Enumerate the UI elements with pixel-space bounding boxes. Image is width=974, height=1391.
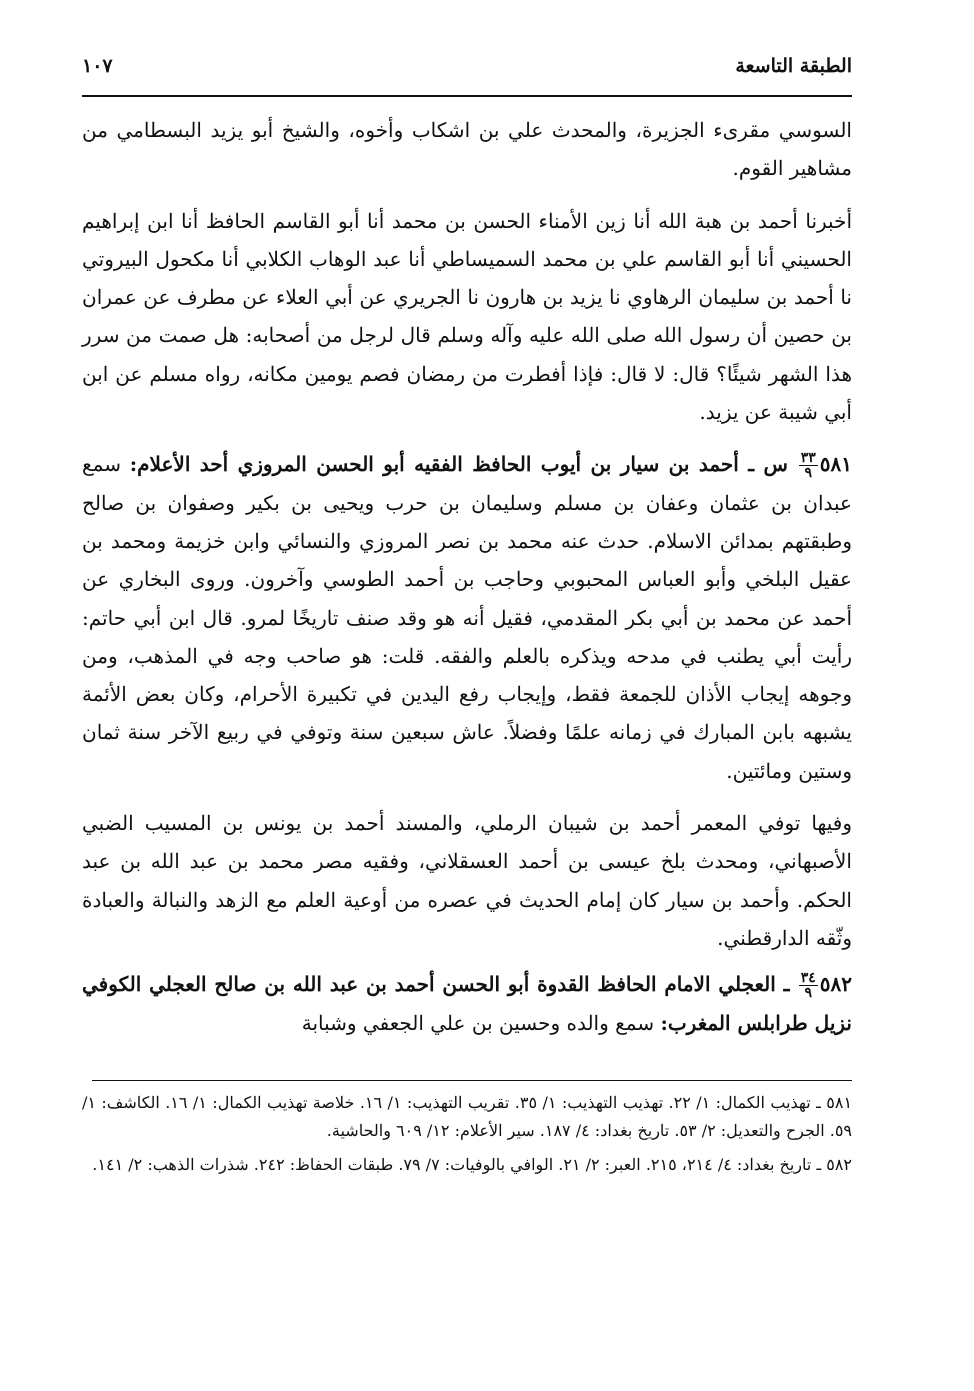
entry-581-heading: س ـ أحمد بن سيار بن أيوب الحافظ الفقيه أبو الحسن المروزي أحد الأعلام:: [129, 452, 788, 477]
entry-582-number: ٥٨٢: [819, 972, 852, 997]
footnote-581: ٥٨١ ـ تهذيب الكمال: ١/ ٢٢. تهذيب التهذيب: ١/ ٣٥. تقريب التهذيب: ١/ ١٦. خلاصة تهذيب الكمال: ١/ ١٦. الكاشف: ١/ ٥٩. الجرح والتعديل: ٢/ ٥٣. تاريخ بغداد: ٤/ ١٨٧. سير الأعلام: ١٢/ ٦٠٩ والحاشية.: [82, 1092, 853, 1140]
entry-582-heading: ـ العجلي الامام الحافظ القدوة أبو الحسن أحمد بن عبد الله بن صالح العجلي الكوفي نزيل طرابلس المغرب:: [82, 972, 852, 1035]
entry-582-text: سمع والده وحسين بن علي الجعفي وشبابة: [301, 1010, 655, 1035]
paragraph-intro: السوسي مقرىء الجزيرة، والمحدث علي بن اشكاب وأخوه، والشيخ أبو يزيد البسطامي من مشاهير القوم.: [82, 118, 852, 181]
entry-581-number: ٥٨١: [819, 452, 853, 477]
entry-582-frac-bottom: ٩: [804, 985, 812, 1002]
running-title: الطبقة التاسعة: [735, 55, 852, 77]
footnote-582: ٥٨٢ ـ تاريخ بغداد: ٤/ ٢١٤، ٢١٥. العبر: ٢/ ٢١. الوافي بالوفيات: ٧/ ٧٩. طبقات الحفاظ: ٢٤٢. شذرات الذهب: ٢/ ١٤١.: [92, 1154, 852, 1174]
entry-581: [82, 445, 852, 790]
entry-581-fraction: [799, 451, 818, 480]
entry-581-frac-top: ٣٣: [800, 450, 816, 467]
entry-582-frac-top: ٣٤: [800, 970, 816, 987]
header-rule: [82, 95, 852, 97]
footnote-rule: [92, 1080, 852, 1081]
entry-582-fraction: [799, 971, 818, 1000]
entry-581-text: سمع عبدان بن عثمان وعفان بن مسلم وسليمان بن حرب ويحيى بن بكير وصفوان بن صالح وطبقتهم بمدائن الاسلام. حدث عنه محمد بن نصر المروزي والنسائي وابن خزيمة ومحمد بن عقيل البلخي وأبو العباس المحبوبي وحاجب بن أحمد الطوسي وآخرون. وروى البخاري عن أحمد عن محمد بن أبي بكر المقدمي، فقيل أنه هو وقد صنف تاريخًا لمرو. قال ابن أبي حاتم: رأيت أبي يطنب في مدحه ويذكره بالعلم والفقه. قلت: هو صاحب وجه في المذهب، ومن وجوهه إيجاب الأذان للجمعة فقط، وإيجاب رفع اليدين في تكبيرة الأحرام، وكان بعض الأئمة يشبهه بابن المبارك في زمانه علمًا وفضلاً. عاش سبعين سنة وتوفي في ربيع الآخر سنة ثمان وستين ومائتين.: [82, 452, 852, 783]
entry-581-frac-bottom: ٩: [804, 465, 813, 482]
page-header: [82, 55, 852, 89]
book-page: [82, 55, 852, 1179]
entry-582: [82, 965, 852, 1042]
paragraph-deaths: وفيها توفي المعمر أحمد بن شيبان الرملي، والمسند أحمد بن يونس بن المسيب الضبي الأصبهاني، ومحدث بلخ عيسى بن أحمد العسقلاني، وفقيه مصر محمد بن عبد الله بن عبد الحكم. وأحمد بن سيار كان إمام الحديث في عصره من أوعية العلم مع الزهد والنبالة والعبادة وثّقه الدارقطني.: [82, 811, 852, 950]
page-number: ١٠٧: [82, 55, 113, 77]
paragraph-hadith: أخبرنا أحمد بن هبة الله أنا زين الأمناء الحسن بن محمد أنا أبو القاسم الحافظ أنا ابن إبراهيم الحسيني أنا أبو القاسم علي بن محمد السميساطي أنا عبد الوهاب الكلابي أنا مكحول البيروتي نا أحمد بن سليمان الرهاوي نا يزيد بن هارون نا الجريري عن أبي العلاء عن مطرف عن عمران بن حصين أن رسول الله صلى الله عليه وآله وسلم قال لرجل من أصحابه: هل صمت من سرر هذا الشهر شيئًا؟ قال: لا قال: فإذا أفطرت من رمضان فصم يومين مكانه، رواه مسلم عن ابن أبي شيبة عن يزيد.: [82, 208, 852, 425]
